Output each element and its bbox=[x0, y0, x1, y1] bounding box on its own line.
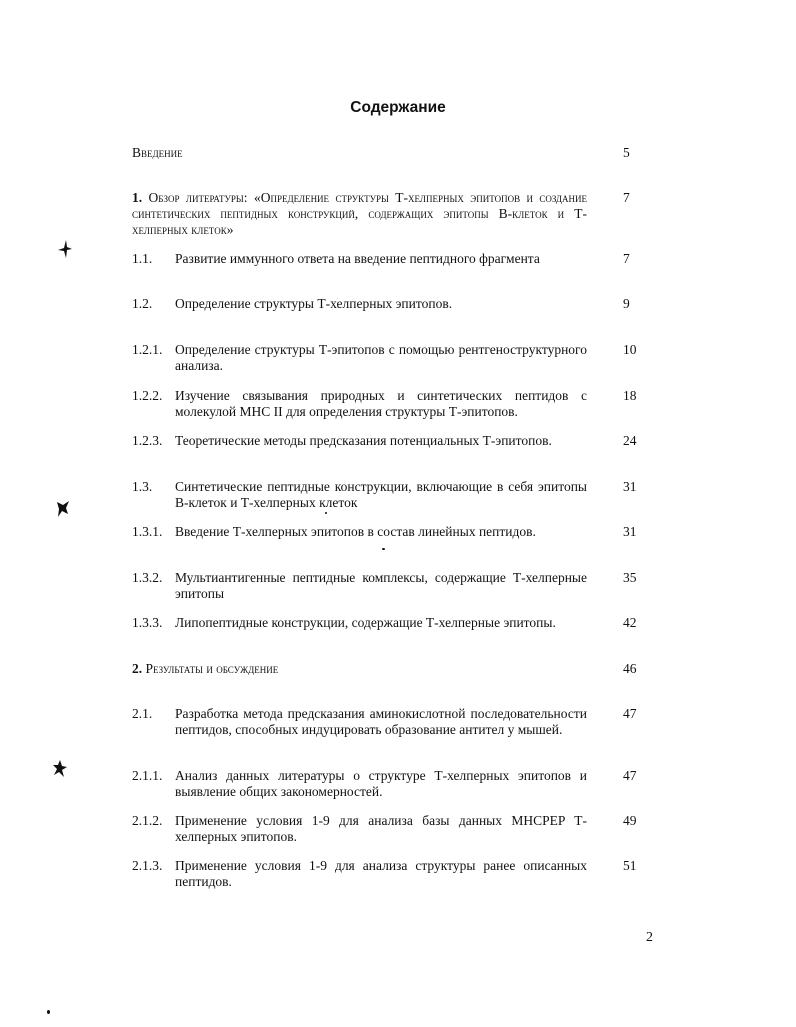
toc-entry-text bbox=[132, 190, 587, 238]
toc-entry-text: Разработка метода предсказания аминокислотной последовательности пептидов, способных индуцировать образование антител у мышей. bbox=[175, 706, 587, 737]
toc-entry-number: 2.1.2. bbox=[132, 813, 163, 828]
scan-speck bbox=[47, 1010, 50, 1014]
ink-mark bbox=[58, 240, 72, 258]
toc-entry-text: Введение Т-хелперных эпитопов в состав линейных пептидов. bbox=[175, 524, 536, 539]
toc-entry-text: Развитие иммунного ответа на введение пептидного фрагмента bbox=[175, 251, 540, 266]
scan-speck bbox=[382, 548, 385, 550]
toc-entry-title: Обзор литературы: «Определение структуры Т-хелперных эпитопов и создание синтетических пептидных конструкций, содержащих эпитопы В-клеток и Т-хелперных клеток» bbox=[132, 190, 588, 237]
toc-entry-page: 18 bbox=[623, 388, 637, 403]
toc-entry-page: 7 bbox=[623, 251, 630, 266]
toc-entry-text: Изучение связывания природных и синтетических пептидов с молекулой МНС II для определения структуры Т-эпитопов. bbox=[175, 388, 587, 419]
toc-entry-number: 1.3.3. bbox=[132, 615, 163, 630]
page-number: 2 bbox=[646, 930, 653, 945]
toc-entry-number: 1.2. bbox=[132, 296, 153, 311]
ink-mark bbox=[53, 760, 67, 778]
toc-entry-page: 47 bbox=[623, 768, 637, 783]
toc-entry-text: Липопептидные конструкции, содержащие Т-хелперные эпитопы. bbox=[175, 615, 556, 630]
toc-entry-page: 10 bbox=[623, 342, 637, 357]
toc-entry-number: 2. bbox=[132, 661, 143, 676]
ink-mark bbox=[56, 500, 70, 518]
toc-entry-number: 2.1.1. bbox=[132, 768, 163, 783]
toc-entry-page: 42 bbox=[623, 615, 637, 630]
toc-entry-page: 9 bbox=[623, 296, 630, 311]
scan-speck bbox=[325, 512, 327, 514]
toc-entry-page: 35 bbox=[623, 570, 637, 585]
toc-entry-number: 1.1. bbox=[132, 251, 153, 266]
toc-entry-text: Введение bbox=[132, 145, 183, 160]
toc-entry-page: 24 bbox=[623, 433, 637, 448]
toc-entry-page: 31 bbox=[623, 524, 637, 539]
toc-entry-number: 1.3. bbox=[132, 479, 153, 494]
toc-entry-page: 31 bbox=[623, 479, 637, 494]
toc-entry-text: Анализ данных литературы о структуре Т-хелперных эпитопов и выявление общих закономерностей. bbox=[175, 768, 587, 799]
toc-entry-text: Синтетические пептидные конструкции, включающие в себя эпитопы В-клеток и Т-хелперных клеток bbox=[175, 479, 587, 510]
toc-entry-number: 1.2.2. bbox=[132, 388, 163, 403]
page-title: Содержание bbox=[350, 99, 446, 116]
toc-entry-text: Применение условия 1-9 для анализа базы данных MHCPEP Т-хелперных эпитопов. bbox=[175, 813, 587, 844]
toc-entry-text bbox=[132, 661, 587, 677]
toc-entry-text: Определение структуры Т-хелперных эпитопов. bbox=[175, 296, 453, 311]
toc-entry-page: 7 bbox=[623, 190, 630, 205]
toc-entry-number: 1.3.1. bbox=[132, 524, 163, 539]
toc-entry-text: Теоретические методы предсказания потенциальных Т-эпитопов. bbox=[175, 433, 552, 448]
toc-entry-page: 47 bbox=[623, 706, 637, 721]
toc-entry-number: 1. bbox=[132, 190, 143, 205]
toc-entry-text: Применение условия 1-9 для анализа структуры ранее описанных пептидов. bbox=[175, 858, 587, 889]
toc-entry-page: 5 bbox=[623, 145, 630, 160]
toc-entry-number: 2.1. bbox=[132, 706, 153, 721]
toc-entry-page: 46 bbox=[623, 661, 637, 676]
toc-entry-title: Результаты и обсуждение bbox=[145, 661, 279, 676]
toc-entry-page: 51 bbox=[623, 858, 637, 873]
toc-entry-number: 1.2.1. bbox=[132, 342, 163, 357]
toc-entry-number: 2.1.3. bbox=[132, 858, 163, 873]
toc-entry-number: 1.3.2. bbox=[132, 570, 163, 585]
toc-entry-page: 49 bbox=[623, 813, 637, 828]
toc-entry-text: Мультиантигенные пептидные комплексы, содержащие Т-хелперные эпитопы bbox=[175, 570, 587, 601]
toc-entry-number: 1.2.3. bbox=[132, 433, 163, 448]
toc-entry-text: Определение структуры Т-эпитопов с помощью рентгеноструктурного анализа. bbox=[175, 342, 587, 373]
